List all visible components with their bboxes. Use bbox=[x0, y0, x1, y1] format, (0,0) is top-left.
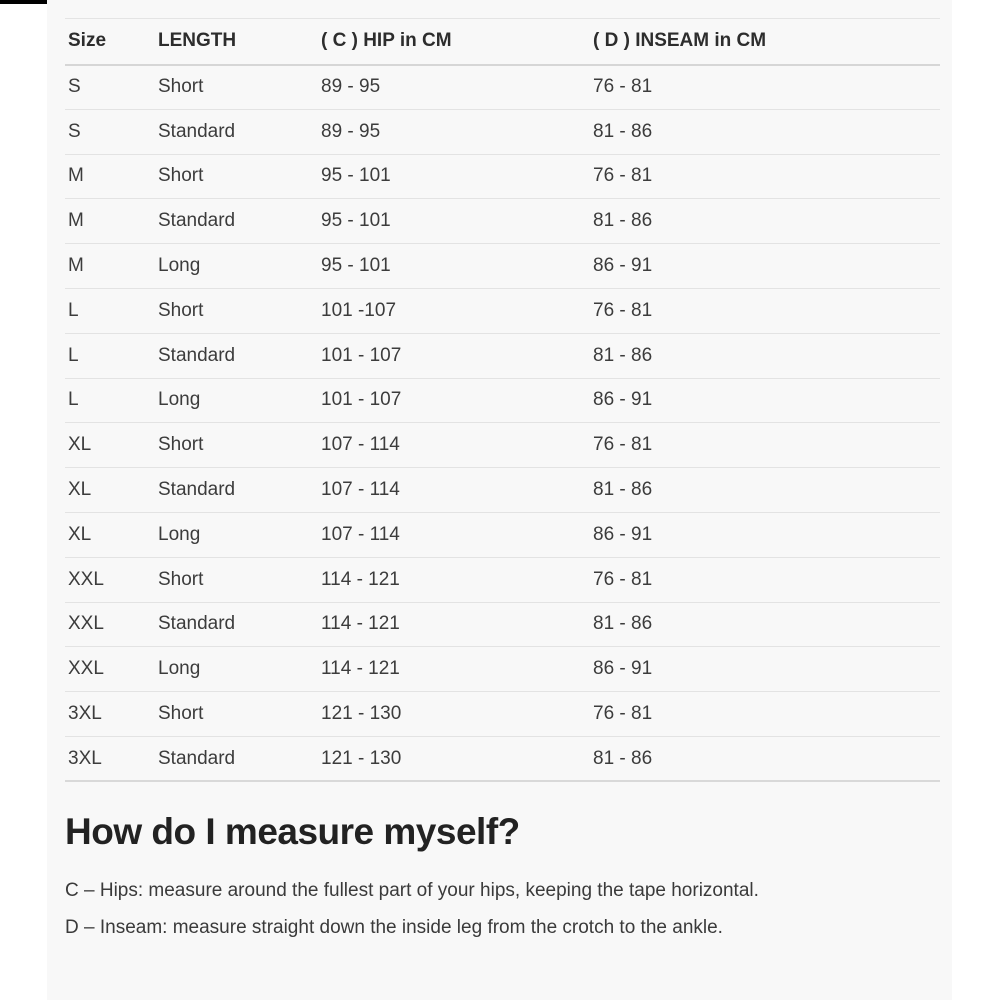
table-cell: 86 - 91 bbox=[590, 378, 940, 423]
table-cell: 81 - 86 bbox=[590, 602, 940, 647]
table-row bbox=[65, 154, 940, 199]
table-cell: 89 - 95 bbox=[318, 109, 590, 154]
table-cell: Standard bbox=[155, 199, 318, 244]
table-cell: 95 - 101 bbox=[318, 154, 590, 199]
table-cell: 114 - 121 bbox=[318, 647, 590, 692]
table-cell: Long bbox=[155, 244, 318, 289]
table-cell: 76 - 81 bbox=[590, 423, 940, 468]
table-row bbox=[65, 557, 940, 602]
table-cell: L bbox=[65, 378, 155, 423]
table-row bbox=[65, 65, 940, 110]
table-cell: Long bbox=[155, 512, 318, 557]
table-cell: 95 - 101 bbox=[318, 244, 590, 289]
table-cell: Standard bbox=[155, 468, 318, 513]
table-cell: XL bbox=[65, 423, 155, 468]
table-cell: 86 - 91 bbox=[590, 512, 940, 557]
table-cell: Standard bbox=[155, 333, 318, 378]
table-cell: 107 - 114 bbox=[318, 468, 590, 513]
table-cell: 89 - 95 bbox=[318, 65, 590, 110]
table-row bbox=[65, 333, 940, 378]
table-cell: XL bbox=[65, 468, 155, 513]
table-cell: XXL bbox=[65, 602, 155, 647]
table-cell: XXL bbox=[65, 647, 155, 692]
table-cell: M bbox=[65, 199, 155, 244]
table-cell: Short bbox=[155, 154, 318, 199]
table-cell: Standard bbox=[155, 109, 318, 154]
top-left-artifact bbox=[0, 0, 53, 4]
content-panel bbox=[47, 0, 952, 1000]
table-cell: 76 - 81 bbox=[590, 288, 940, 333]
table-row bbox=[65, 378, 940, 423]
table-row bbox=[65, 244, 940, 289]
measure-heading: How do I measure myself? bbox=[65, 811, 520, 853]
table-cell: 101 -107 bbox=[318, 288, 590, 333]
table-row bbox=[65, 512, 940, 557]
table-row bbox=[65, 692, 940, 737]
table-cell: 81 - 86 bbox=[590, 333, 940, 378]
table-cell: Standard bbox=[155, 602, 318, 647]
table-cell: 121 - 130 bbox=[318, 692, 590, 737]
table-cell: 81 - 86 bbox=[590, 736, 940, 781]
table-row bbox=[65, 109, 940, 154]
size-chart-table bbox=[65, 18, 940, 782]
table-cell: Short bbox=[155, 423, 318, 468]
table-cell: 3XL bbox=[65, 692, 155, 737]
table-cell: XL bbox=[65, 512, 155, 557]
col-header-inseam: ( D ) INSEAM in CM bbox=[590, 19, 940, 65]
table-header-row bbox=[65, 19, 940, 65]
table-cell: 81 - 86 bbox=[590, 109, 940, 154]
size-chart-body bbox=[65, 65, 940, 782]
table-cell: XXL bbox=[65, 557, 155, 602]
table-row bbox=[65, 468, 940, 513]
table-cell: Long bbox=[155, 647, 318, 692]
col-header-hip: ( C ) HIP in CM bbox=[318, 19, 590, 65]
table-cell: 81 - 86 bbox=[590, 199, 940, 244]
table-cell: 95 - 101 bbox=[318, 199, 590, 244]
table-cell: 76 - 81 bbox=[590, 692, 940, 737]
table-cell: 121 - 130 bbox=[318, 736, 590, 781]
table-cell: L bbox=[65, 288, 155, 333]
table-cell: 101 - 107 bbox=[318, 378, 590, 423]
measure-line-hips: C – Hips: measure around the fullest part of your hips, keeping the tape horizontal. bbox=[65, 880, 759, 902]
table-row bbox=[65, 199, 940, 244]
table-cell: 114 - 121 bbox=[318, 602, 590, 647]
table-cell: Long bbox=[155, 378, 318, 423]
table-cell: M bbox=[65, 154, 155, 199]
table-cell: 107 - 114 bbox=[318, 512, 590, 557]
table-cell: Short bbox=[155, 288, 318, 333]
table-cell: S bbox=[65, 109, 155, 154]
table-cell: 76 - 81 bbox=[590, 557, 940, 602]
table-cell: 3XL bbox=[65, 736, 155, 781]
table-cell: Standard bbox=[155, 736, 318, 781]
table-cell: 114 - 121 bbox=[318, 557, 590, 602]
table-cell: S bbox=[65, 65, 155, 110]
col-header-size: Size bbox=[65, 19, 155, 65]
measure-line-inseam: D – Inseam: measure straight down the inside leg from the crotch to the ankle. bbox=[65, 917, 723, 939]
table-cell: 76 - 81 bbox=[590, 65, 940, 110]
table-cell: 81 - 86 bbox=[590, 468, 940, 513]
table-row bbox=[65, 647, 940, 692]
table-cell: Short bbox=[155, 692, 318, 737]
table-cell: 86 - 91 bbox=[590, 244, 940, 289]
table-row bbox=[65, 288, 940, 333]
table-cell: 101 - 107 bbox=[318, 333, 590, 378]
table-cell: L bbox=[65, 333, 155, 378]
table-cell: 86 - 91 bbox=[590, 647, 940, 692]
table-cell: Short bbox=[155, 557, 318, 602]
col-header-length: LENGTH bbox=[155, 19, 318, 65]
table-cell: Short bbox=[155, 65, 318, 110]
table-cell: 107 - 114 bbox=[318, 423, 590, 468]
table-row bbox=[65, 736, 940, 781]
table-cell: M bbox=[65, 244, 155, 289]
table-row bbox=[65, 602, 940, 647]
table-cell: 76 - 81 bbox=[590, 154, 940, 199]
table-row bbox=[65, 423, 940, 468]
